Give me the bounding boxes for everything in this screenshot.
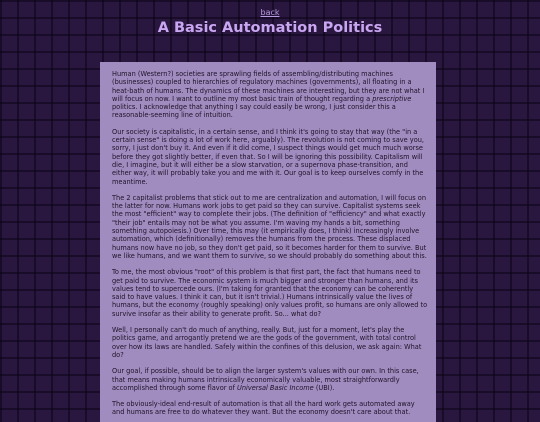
emphasis-text: prescriptive <box>372 94 412 103</box>
paragraph-text: To me, the most obvious "root" of this problem is that first part, the fact that humans need to get paid to survive. The economic system is much bigger and stronger than humans, and its values tend to supercede ours. (I'm taking for granted that the economy can be coherently said to have values. I think it can, but it isn't trivial.) Humans intrinsically value the lives of humans, but the economy (roughly speaking) only values profit, so humans are only allowed to survive insofar as their ability to generate profit. So... what do? <box>112 268 428 318</box>
paragraph-5 <box>112 326 428 359</box>
back-link[interactable]: back <box>260 8 280 17</box>
paragraph-6 <box>112 367 428 392</box>
paragraph-7 <box>112 400 428 417</box>
paragraph-1 <box>112 70 428 120</box>
paragraph-2 <box>112 128 428 186</box>
paragraph-text: (UBI). <box>313 383 335 392</box>
paragraph-text: Well, I personally can't do much of anything, really. But, just for a moment, let's play the politics game, and arrogantly pretend we are the gods of the government, with total control over how its laws are handled. Safely within the confines of this delusion, we ask again: What do? <box>112 326 422 359</box>
paragraph-text: Our society is capitalistic, in a certain sense, and I think it's going to stay that way (the "in a certain sense" is doing a lot of work here, arguably). The revolution is not coming to save you, sorry, I just don't buy it. And even if it did come, I suspect things would get much much worse before they got slightly better, if even that. So I will be ignoring this possibility. Capitalism will die, I imagine, but it will either be a slow starvation, or a supernova phase-transition, and either way, it will probably take you and me with it. Our goal is to keep ourselves comfy in the meantime. <box>112 127 425 186</box>
emphasis-text: Universal Basic Income <box>237 383 314 392</box>
paragraph-text: politics. I acknowledge that anything I say could easily be wrong, I just consider this a reasonable-seeming line of intuition. <box>112 103 396 120</box>
paragraph-4 <box>112 268 428 318</box>
page-title: A Basic Automation Politics <box>157 20 383 36</box>
paragraph-text: Our goal, if possible, should be to align the larger system's values with our own. In this case, that means making humans intrinsically economically valuable, most straightforwardly accomplished through some flavor of <box>112 367 419 392</box>
paragraph-3 <box>112 194 428 260</box>
paragraph-text: Human (Western?) societies are sprawling fields of assembling/distributing machines (businesses) coupled to hierarchies of regulatory machines (governments), all floating in a heat-bath of humans. The dynamics of these machines are interesting, but they are not what I will focus on now. I want to outline my most basic train of thought regarding a <box>112 70 425 103</box>
paragraph-text: The 2 capitalist problems that stick out to me are centralization and automation, I will focus on the latter for now. Humans work jobs to get paid so they can survive. Capitalist systems seek the most "efficient" way to complete their jobs. (The definition of "efficiency" and what exactly "their job" entails may not be what you assume. I'm waving my hands a bit, something something autopoiesis.) Over time, this may (it empirically does, I think) increasingly involve automation, which (definitionally) removes the humans from the process. These displaced humans now have no job, so they don't get paid, so it becomes harder for them to survive. But we like humans, and we want them to survive, so we should probably do something about this. <box>112 193 427 260</box>
article-body <box>100 62 436 422</box>
paragraph-text: The obviously-ideal end-result of automation is that all the hard work gets automated away and humans are free to do whatever they want. But the economy doesn't care about that. <box>112 400 415 417</box>
